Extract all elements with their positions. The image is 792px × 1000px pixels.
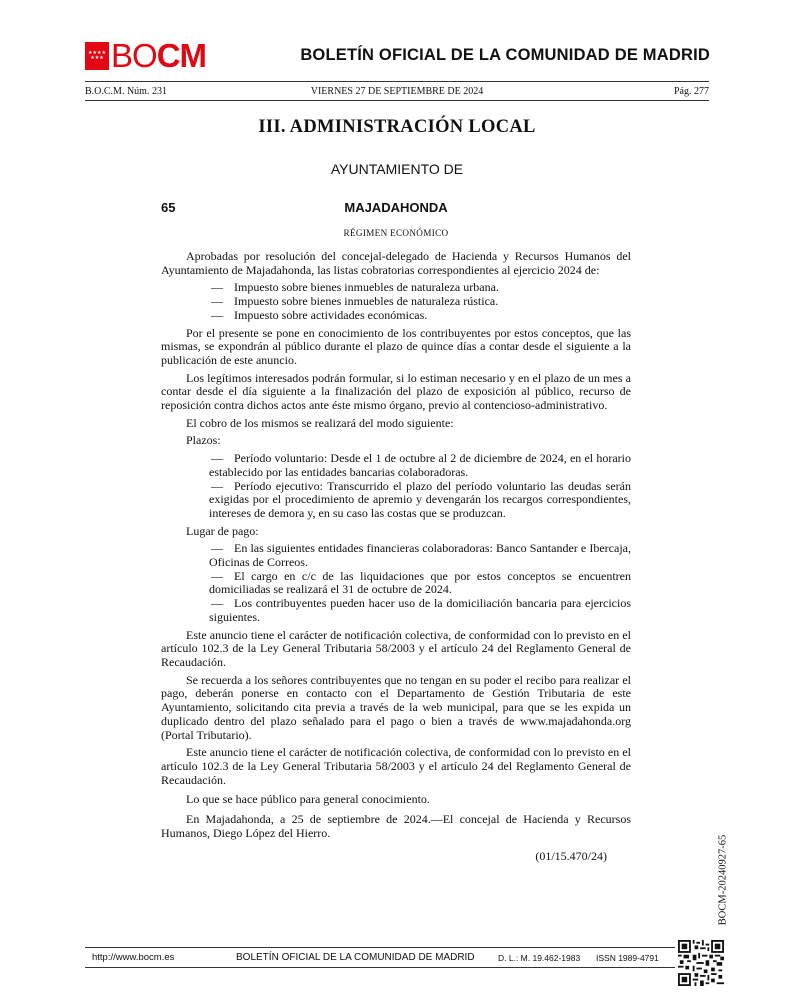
list-item: — Impuesto sobre bienes inmuebles de naturaleza rústica.	[161, 295, 631, 309]
logo-text-bo: BO	[111, 37, 157, 74]
lugar-label: Lugar de pago:	[186, 523, 259, 538]
paragraph: Los legítimos interesados podrán formular, si lo estiman necesario y en el plazo de un mes a contar desde el día siguiente a la finalización del plazo de exposición al público, recurso de reposición contra dichos actos ante éste mismo órgano, previo al contencioso-administrativo.	[161, 370, 631, 413]
entry-number: 65	[161, 200, 176, 215]
side-code-text: BOCM-20240927-65	[717, 834, 729, 926]
issue-date: VIERNES 27 DE SEPTIEMBRE DE 2024	[310, 86, 484, 97]
list-item: — Período voluntario: Desde el 1 de octubre al 2 de diciembre de 2024, en el horario establecido por las entidades bancarias colaboradoras.	[161, 452, 631, 479]
signature-paragraph: En Majadahonda, a 25 de septiembre de 2024.—El concejal de Hacienda y Recursos Humanos, Diego López del Hierro.	[161, 812, 631, 840]
list-item: — En las siguientes entidades financieras colaboradoras: Banco Santander e Ibercaja, Oficinas de Correos.	[161, 542, 631, 569]
paragraph: Este anuncio tiene el carácter de notificación colectiva, de conformidad con lo previsto en el artículo 102.3 de la Ley General Tributaria 58/2003 y el artículo 24 del Reglamento General de Recaudación.	[161, 627, 631, 669]
reference-code: (01/15.470/24)	[535, 849, 607, 864]
list-item: — Período ejecutivo: Transcurrido el plazo del período voluntario las deudas serán exigidas por el procedimiento de apremio y devengarán los recargos correspondientes, intereses de demora y, en su caso las costas que se produzcan.	[161, 480, 631, 521]
list-item: — El cargo en c/c de las liquidaciones que por estos conceptos se encuentren domiciliadas se realizará el 31 de octubre de 2024.	[161, 570, 631, 597]
footer-issn: ISSN 1989-4791	[596, 953, 659, 963]
announcement-body	[161, 250, 631, 864]
logo-text	[111, 37, 207, 74]
paragraph: El cobro de los mismos se realizará del modo siguiente:	[186, 415, 454, 430]
side-code	[713, 825, 733, 935]
madrid-flag-icon	[85, 42, 109, 70]
footer-legal-deposit: D. L.: M. 19.462-1983	[498, 953, 581, 963]
tax-list	[161, 281, 631, 322]
paragraph: Lo que se hace público para general conocimiento.	[186, 792, 430, 807]
footer-rule-bottom	[85, 967, 675, 968]
plazos-list	[161, 452, 631, 521]
bocm-logo	[85, 37, 207, 74]
footer-rule-top	[85, 947, 675, 948]
list-item: — Impuesto sobre actividades económicas.	[161, 309, 631, 323]
paragraph: Aprobadas por resolución del concejal-delegado de Hacienda y Recursos Humanos del Ayuntamiento de Majadahonda, las listas cobratorias correspondientes al ejercicio 2024 de:	[161, 249, 631, 277]
list-item: — Impuesto sobre bienes inmuebles de naturaleza urbana.	[161, 281, 631, 295]
paragraph: Se recuerda a los señores contribuyentes que no tengan en su poder el recibo para realizar el pago, deberán ponerse en contacto con el Departamento de Gestión Tributaria de este Ayuntamiento, solicitando cita previa a través de la web municipal, para que se les expida un duplicado dentro del plazo señalado para el pago o bien a través de www.majadahonda.org (Portal Tributario).	[161, 672, 631, 742]
ayuntamiento-heading: AYUNTAMIENTO DE	[330, 161, 464, 177]
town-heading: MAJADAHONDA	[344, 200, 448, 215]
footer-url[interactable]: http://www.bocm.es	[92, 952, 175, 963]
list-item: — Los contribuyentes pueden hacer uso de la domiciliación bancaria para ejercicios siguientes.	[161, 597, 631, 624]
paragraph: Por el presente se pone en conocimiento de los contribuyentes por estos conceptos, que las mismas, se expondrán al público durante el plazo de quince días a contar desde el siguiente a la publicación de este anuncio.	[161, 325, 631, 367]
subheading: RÉGIMEN ECONÓMICO	[343, 228, 449, 238]
plazos-label: Plazos:	[186, 433, 221, 448]
flag-stars: ★★★★ ★★★	[88, 51, 106, 61]
issue-number: B.O.C.M. Núm. 231	[85, 86, 167, 97]
lugar-list	[161, 542, 631, 624]
page-number: Pág. 277	[674, 86, 709, 97]
header-rule-bottom	[85, 100, 709, 101]
paragraph: Este anuncio tiene el carácter de notificación colectiva, de conformidad con lo previsto en el artículo 102.3 de la Ley General Tributaria 58/2003 y el artículo 24 del Reglamento General de Recaudación.	[161, 745, 631, 787]
footer-title: BOLETÍN OFICIAL DE LA COMUNIDAD DE MADRID	[236, 952, 475, 963]
logo-text-cm: CM	[156, 37, 207, 74]
bulletin-title: BOLETÍN OFICIAL DE LA COMUNIDAD DE MADRID	[300, 46, 710, 64]
section-title: III. ADMINISTRACIÓN LOCAL	[258, 117, 536, 137]
qr-code-icon	[678, 940, 724, 986]
header-rule-top	[85, 81, 709, 82]
